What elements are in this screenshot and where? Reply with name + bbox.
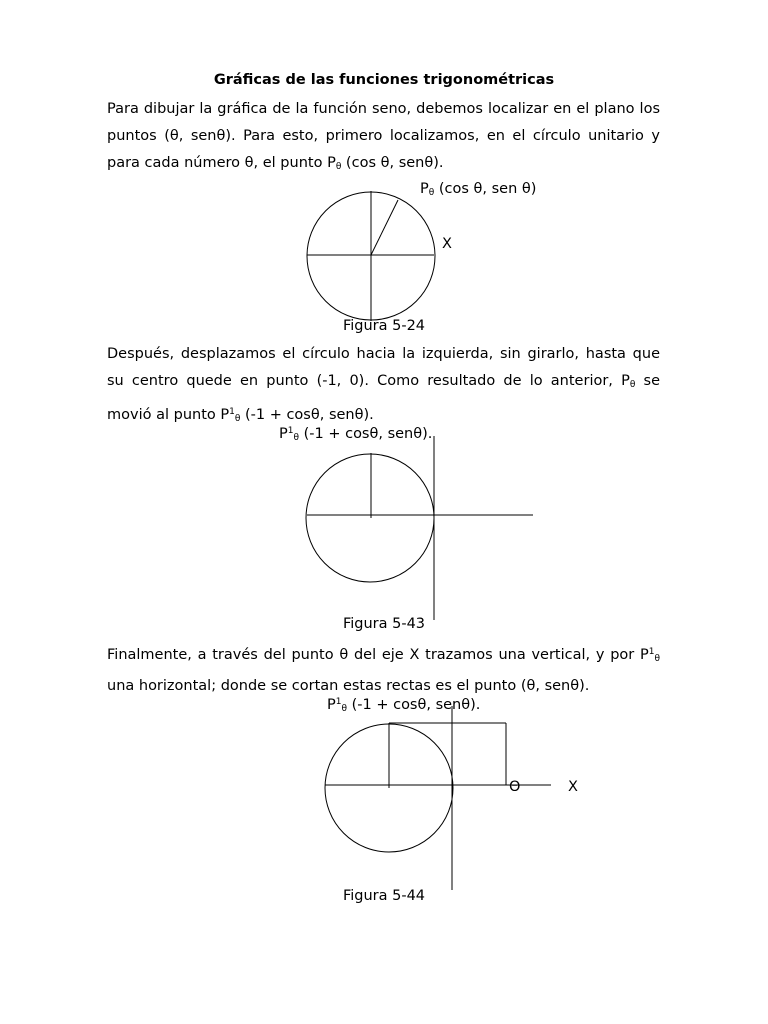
point-symbol: P	[327, 697, 336, 713]
point-coordinates: (-1 + cosθ, senθ).	[347, 697, 481, 713]
theta-label: Θ	[509, 779, 521, 795]
point-symbol: P	[279, 426, 288, 442]
point-symbol: P	[220, 407, 230, 423]
paragraph-intro-text: Para dibujar la gráfica de la función seno, debemos localizar en el plano los puntos (θ, senθ). Para esto, primero localizamos, en el círculo unitario y para cada número θ, el punto	[107, 101, 660, 171]
page-title: Gráficas de las funciones trigonométricas	[213, 72, 555, 88]
paragraph-shift-text: Después, desplazamos el círculo hacia la izquierda, sin girarlo, hasta que su centro quede en punto (-1, 0). Como resultado de lo anterior,	[107, 346, 660, 389]
point-superscript: 1	[648, 647, 655, 657]
paragraph-final-text: Finalmente, a través del punto θ del eje X trazamos una vertical, y por	[107, 647, 640, 663]
point-coordinates: (-1 + cosθ, senθ).	[299, 426, 433, 442]
point-symbol: P	[327, 155, 336, 171]
paragraph-final-end: una horizontal; donde se cortan estas rectas es el punto (θ, senθ).	[107, 678, 590, 694]
point-superscript: 1	[335, 697, 342, 707]
point-subscript: θ	[335, 162, 342, 172]
point-subscript: θ	[341, 704, 347, 714]
point-subscript: θ	[234, 414, 241, 424]
point-superscript: 1	[229, 407, 235, 417]
paragraph-intro-end: (cos θ, senθ).	[341, 155, 444, 171]
point-coordinates: (cos θ, sen θ)	[434, 181, 537, 197]
point-label-fig3	[327, 697, 480, 714]
figure-caption: Figura 5-43	[342, 616, 426, 632]
point-subscript: θ	[654, 654, 660, 664]
figure-caption: Figura 5-24	[342, 318, 426, 334]
x-axis-label: X	[568, 779, 578, 795]
point-superscript: 1	[287, 426, 294, 436]
figure-caption: Figura 5-44	[342, 888, 426, 904]
x-axis-label: X	[442, 236, 452, 252]
point-symbol: P	[621, 373, 630, 389]
point-subscript: θ	[293, 433, 299, 443]
point-subscript: θ	[629, 380, 636, 390]
point-symbol: P	[640, 647, 649, 663]
point-symbol: P	[420, 181, 429, 197]
point-subscript: θ	[428, 188, 435, 198]
paragraph-shift-text-2: se movió al punto	[107, 373, 660, 423]
paragraph-shift-end: (-1 + cosθ, senθ).	[240, 407, 374, 423]
